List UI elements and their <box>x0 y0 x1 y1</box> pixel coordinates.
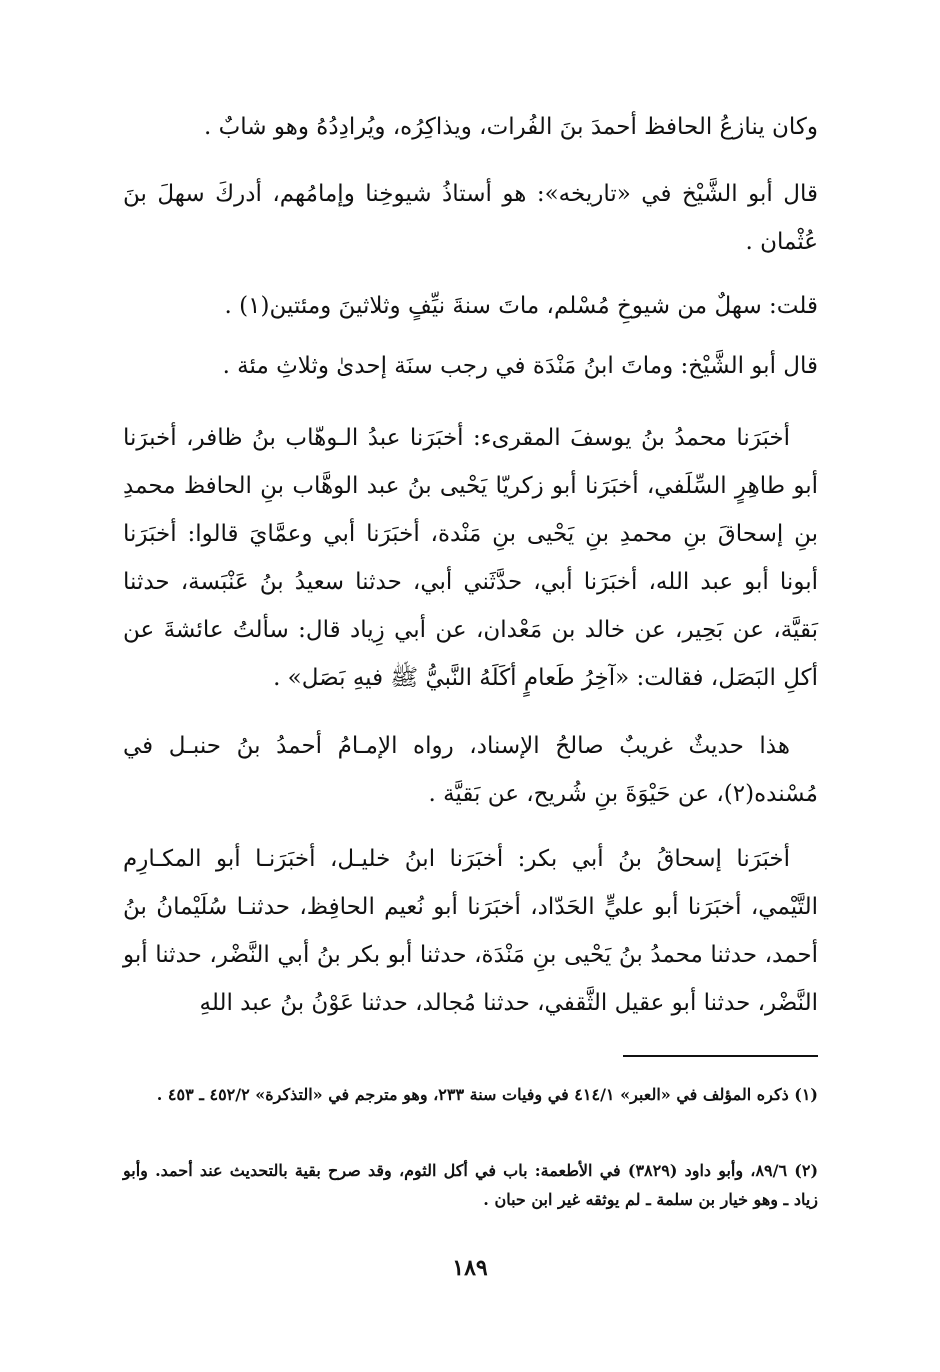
footnote-1: (١) ذكره المؤلف في «العبر» ٤١٤/١ في وفيات سنة ٢٣٣، وهو مترجم في «التذكرة» ٤٥٢/٢ ـ ٤٥٣ . <box>156 1085 818 1104</box>
paragraph-ibn-furat: وكان ينازعُ الحافظ أحمدَ بنَ الفُرات، ويذاكِرُه، ويُرادِدُهُ وهو شابٌ . <box>204 114 818 140</box>
footnote-separator <box>623 1055 818 1057</box>
footnote-2: (٢) ٨٩/٦، وأبو داود (٣٨٢٩) في الأطعمة: باب في أكل الثوم، وقد صرح بقية بالتحديث عند أحمد. وأبو زياد ـ وهو خيار بن سلمة ـ لم يوثقه غير ابن حبان . <box>123 1161 819 1209</box>
paragraph-hadith-onion: أخبَرَنا محمدُ بنُ يوسفَ المقرىء: أخبَرَنا عبدُ الـوهّاب بنُ ظافر، أخبرَنا أبو طاهِرٍ السِّلَفي، أخبَرَنا أبو زكريّا يَحْيى بنُ عبد الوهَّاب بنِ الحافظ محمدِ بنِ إسحاقَ بنِ محمدِ بنِ يَحْيى بنِ مَنْدة، أخبَرَنا أبي وعمَّايَ قالوا: أخبَرَنا أبونا أبو عبد الله، أخبَرَنا أبي، حدَّثَني أبي، حدثنا سعيدُ بنُ عَنْبَسة، حدثنا بَقيَّة، عن بَحِير، عن خالد بن مَعْدان، عن أبي زِياد قال: سألتُ عائشةَ عن أكلِ البَصَل، فقالت: «آخِرُ طَعامٍ أكَلَهُ النَّبيُّ ﷺ فيهِ بَصَل» . <box>123 425 818 691</box>
paragraph-isnad-ishaq: أخبَرَنا إسحاقُ بنُ أبي بكر: أخبَرَنا ابنُ خليـل، أخبَرَنـا أبو المكـارِم التَّيْمي، أخبَرَنا أبو عليٍّ الحَدّاد، أخبَرَنا أبو نُعيم الحافِظ، حدثنـا سُلَيْمانُ بنُ أحمد، حدثنا محمدُ بنُ يَحْيى بنِ مَنْدَة، حدثنا أبو بكر بنُ أبي النَّضْر، حدثنا أبو النَّضْر، حدثنا أبو عقيل الثَّقفي، حدثنا مُجالد، حدثنا عَوْنُ بنُ عبد اللهِ <box>123 846 818 1016</box>
paragraph-abu-shaykh-history: قال أبو الشَّيْخ في «تاريخه»: هو أستاذُ شيوخِنا وإمامُهم، أدركَ سهلَ بنَ عُثْمان . <box>123 181 818 255</box>
paragraph-hadith-grading: هذا حديثٌ غريبٌ صالحُ الإسناد، رواه الإمـامُ أحمدُ بنُ حنبـل في مُسْنده(٢)، عن حَيْوَةَ بنِ شُريح، عن بَقيَّة . <box>123 733 818 807</box>
paragraph-ibn-manda-death: قال أبو الشَّيْخ: وماتَ ابنُ مَنْدَة في رجب سنَة إحدىٰ وثلاثِ مئة . <box>222 353 818 379</box>
paragraph-sahl-note: قلت: سهلٌ من شيوخِ مُسْلم، ماتَ سنةَ نيِّفٍ وثلاثينَ ومئتين(١) . <box>224 293 818 319</box>
page-number: ١٨٩ <box>452 1255 488 1281</box>
